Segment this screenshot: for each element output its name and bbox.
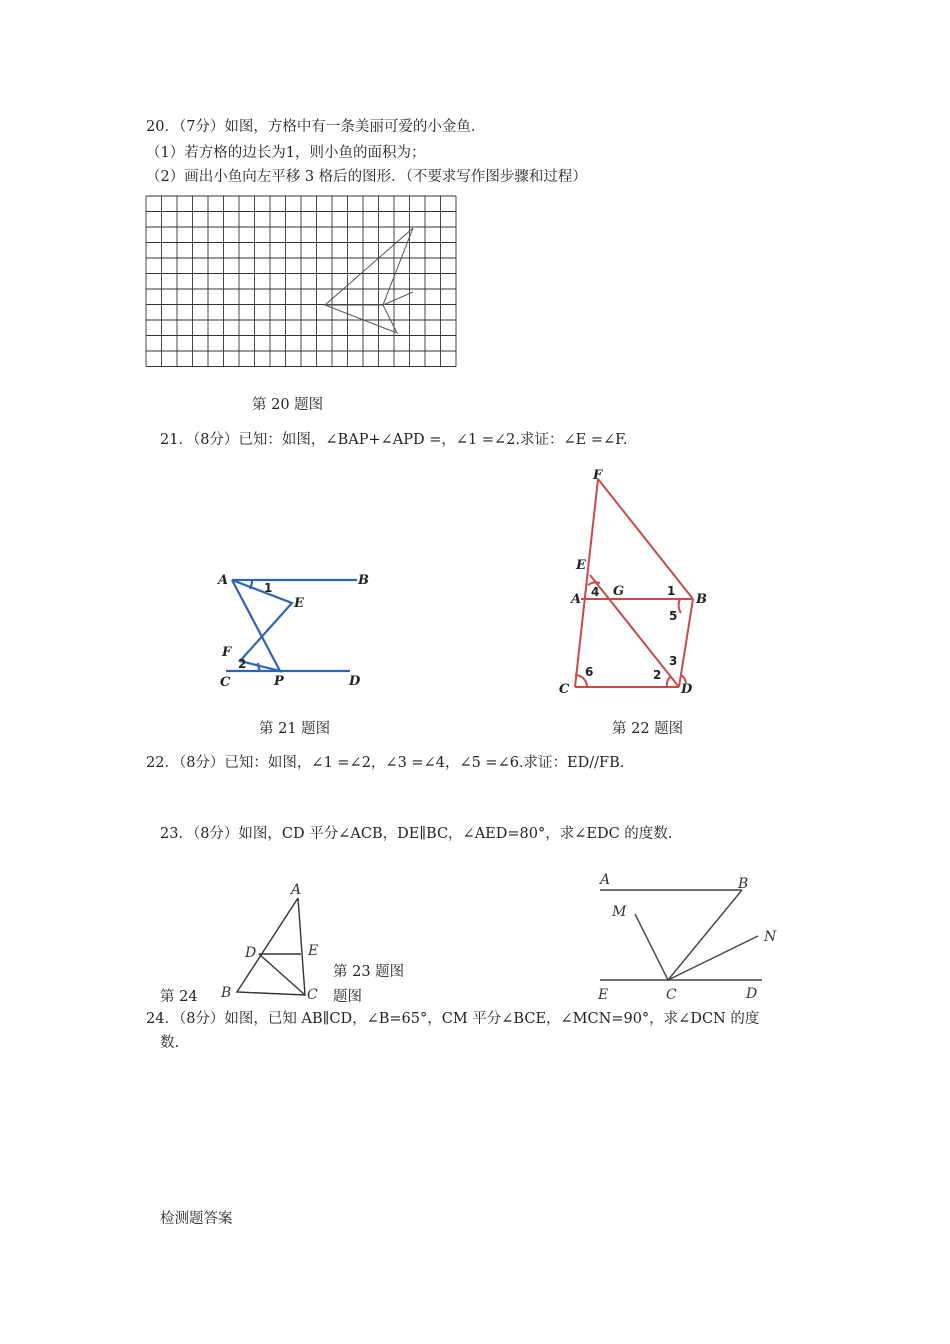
- label-3: 3: [669, 654, 678, 668]
- q23-text: 23．（8分）如图，CD 平分∠ACB，DE∥BC，∠AED=80°，求∠EDC 的度数.: [160, 826, 673, 842]
- q20-line1: 20．（7分）如图，方格中有一条美丽可爱的小金鱼．: [146, 119, 486, 135]
- label-4: 4: [591, 585, 600, 599]
- label-5: 5: [669, 609, 678, 623]
- label-E: E: [598, 987, 609, 1003]
- label-2: 2: [238, 657, 247, 671]
- q24-figure: [590, 868, 790, 1008]
- q24-text-line1: 24．（8分）如图，已知 AB∥CD，∠B=65°，CM 平分∠BCE，∠MCN=90°，求∠DCN 的度: [146, 1011, 760, 1027]
- label-D: D: [349, 674, 361, 689]
- q23-figure: [215, 878, 325, 1003]
- label-P: P: [274, 674, 284, 689]
- label-B: B: [221, 985, 232, 1001]
- label-C: C: [220, 675, 231, 690]
- label-A: A: [600, 872, 611, 888]
- label-C: C: [559, 682, 570, 697]
- q24-caption-b: 题图: [333, 989, 362, 1005]
- label-G: G: [613, 584, 625, 599]
- label-D: D: [245, 945, 257, 961]
- label-6: 6: [585, 665, 594, 679]
- q22-text: 22．（8分）已知：如图，∠1 =∠2，∠3 =∠4，∠5 =∠6.求证：ED//FB.: [146, 755, 625, 771]
- label-F: F: [593, 468, 603, 483]
- label-E: E: [308, 943, 319, 959]
- label-N: N: [764, 929, 777, 945]
- label-E: E: [576, 558, 586, 573]
- q21-text: 21．（8分）已知：如图，∠BAP+∠APD =，∠1 =∠2.求证：∠E =∠F.: [160, 432, 628, 448]
- q22-figure: [553, 465, 723, 700]
- answers-heading: 检测题答案: [160, 1211, 233, 1227]
- q20-line2: （1）若方格的边长为1，则小鱼的面积为；: [146, 145, 426, 161]
- q21-figure: [212, 565, 372, 695]
- fish-grid-figure: [145, 195, 461, 370]
- label-F: F: [222, 645, 232, 660]
- label-B: B: [696, 592, 707, 607]
- q20-line3: （2）画出小鱼向左平移 3 格后的图形．（不要求写作图步骤和过程）: [146, 169, 587, 185]
- label-B: B: [358, 573, 369, 588]
- q24-caption-a: 第 24: [160, 989, 198, 1005]
- fish-shape: [325, 228, 413, 333]
- label-B: B: [738, 876, 749, 892]
- label-2: 2: [653, 668, 662, 682]
- label-A: A: [291, 882, 302, 898]
- label-1: 1: [264, 581, 273, 595]
- label-D: D: [746, 986, 758, 1002]
- q24-text-line2: 数.: [160, 1035, 180, 1051]
- q23-caption: 第 23 题图: [333, 964, 405, 980]
- q20-caption: 第 20 题图: [252, 397, 324, 413]
- label-D: D: [681, 682, 693, 697]
- label-C: C: [307, 987, 318, 1003]
- label-A: A: [571, 592, 582, 607]
- label-1: 1: [667, 584, 676, 598]
- label-M: M: [612, 904, 627, 920]
- label-E: E: [294, 596, 304, 611]
- label-A: A: [218, 573, 229, 588]
- q22-caption: 第 22 题图: [612, 721, 684, 737]
- label-C: C: [666, 987, 677, 1003]
- q21-caption: 第 21 题图: [259, 721, 331, 737]
